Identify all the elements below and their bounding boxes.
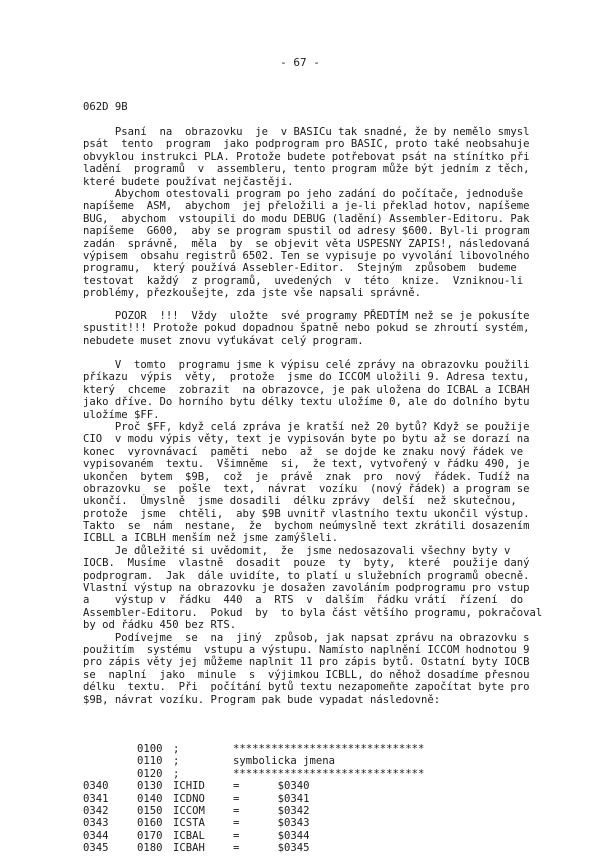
text-line: Assembler-Editoru. Pokud by to byla část většího programu, pokračoval <box>83 606 543 619</box>
text-line: V tomto programu jsme k výpisu celé zprávy na obrazovku použili <box>83 359 530 371</box>
listing-line-number: 0130 <box>137 780 163 793</box>
text-line: Vlastní výstup na obrazovku je dosažen zavoláním podprogramu pro vstup <box>83 582 530 595</box>
text-line: napíšeme G600, aby se program spustil od adresy $600. Byl-li program <box>83 225 530 238</box>
text-line: Je důležité si uvědomit, že jsme nedosazovali všechny byty v <box>83 544 511 557</box>
text-line: Proč $FF, když celá zpráva je kratší než 20 bytů? Když se použije <box>83 420 530 433</box>
text-line: který chceme zobrazit na obrazovce, je pak uložena do ICBAL a ICBAH <box>83 383 530 396</box>
listing-row <box>83 780 543 792</box>
text-line: POZOR !!! Vždy uložte své programy PŘEDTÍM než se je pokusíte <box>83 310 530 322</box>
listing-address: 0344 <box>83 829 109 842</box>
text-line: a výstup v řádku 440 a RTS v dalším řádku vrátí řízení do <box>83 594 524 607</box>
text-line: výpisem obsahu registrů 6502. Ten se vypisuje po vyvolání libovolného <box>83 249 530 262</box>
text-line: které budete používat nejčastěji. <box>83 175 294 188</box>
listing-row <box>83 793 543 805</box>
listing-operand: = $0341 <box>233 792 310 805</box>
text-line: ladění programů v assembleru, tento program může být jedním z těch, <box>83 163 530 176</box>
text-line: obrazovku se pošle text, návrat vozíku (nový řádek) a program se <box>83 482 530 495</box>
listing-operand: = $0345 <box>233 842 310 855</box>
listing-line-number: 0160 <box>137 817 163 830</box>
listing-row <box>83 817 543 829</box>
listing-address: 0340 <box>83 780 109 793</box>
listing-operand: = $0344 <box>233 829 310 842</box>
listing-label: ICSTA <box>173 817 205 830</box>
listing-operand: symbolicka jmena <box>233 755 336 768</box>
listing-label: ICHID <box>173 780 205 793</box>
listing-row <box>83 743 543 755</box>
text-line: $9B, návrat vozíku. Program pak bude vypadat následovně: <box>83 693 441 706</box>
text-line: testovat každý z programů, uvedených v této knize. Vzniknou-li <box>83 274 524 287</box>
text-line: délku textu. Při počítání bytů textu nezapomeňte započítat byte pro <box>83 681 530 694</box>
listing-label: ICBAH <box>173 842 205 855</box>
listing-label: ; <box>173 767 186 780</box>
listing-operand: = $0343 <box>233 817 310 830</box>
text-line: jako dříve. Do horního bytu délky textu uložíme 0, ale do dolního bytu <box>83 396 530 409</box>
text-line: Psaní na obrazovku je v BASICu tak snadné, že by nemělo smysl <box>83 126 530 138</box>
paragraph-program-explanation <box>83 359 543 706</box>
listing-operand: = $0340 <box>233 780 310 793</box>
text-line: nebudete muset znovu vyťukávat celý program. <box>83 334 364 347</box>
text-line: obvyklou instrukci PLA. Protože budete potřebovat psát na stínítko při <box>83 150 530 163</box>
listing-row <box>83 755 543 767</box>
listing-label: ; <box>173 743 186 755</box>
text-line: CIO v modu výpis věty, text je vypisován byte po bytu až se dorazí na <box>83 433 530 446</box>
listing-row <box>83 768 543 780</box>
listing-label: ICBAL <box>173 829 205 842</box>
text-line: ukončí. Úmyslně jsme dosadili délku zprávy delší než skutečnou, <box>83 495 517 508</box>
listing-label: ICDNO <box>173 792 205 805</box>
text-line: konec vyrovnávací paměti nebo až se dojde ke znaku nový řádek ve <box>83 445 524 458</box>
listing-label: ICCOM <box>173 804 205 817</box>
text-line: zadán správně, měla by se objevit věta USPESNY ZAPIS!, následovaná <box>83 237 530 250</box>
text-line: příkazu výpis věty, protože jsme do ICCOM uložili 9. Adresa textu, <box>83 371 530 384</box>
listing-address-header: 062D 9B <box>83 101 128 113</box>
listing-line-number: 0120 <box>137 767 163 780</box>
text-line: psát tento program jako podprogram pro BASIC, proto také neobsahuje <box>83 138 530 151</box>
listing-line-number: 0180 <box>137 842 163 855</box>
listing-line-number: 0170 <box>137 829 163 842</box>
listing-operand: ****************************** <box>233 743 425 755</box>
listing-line-number: 0150 <box>137 804 163 817</box>
text-line: ICBLL a ICBLH menším než jsme zamýšleli. <box>83 532 339 545</box>
listing-line-number: 0140 <box>137 792 163 805</box>
page-number: - 67 - <box>280 56 320 69</box>
text-line: podprogram. Jak dále uvidíte, to platí u služebních programů obecně. <box>83 569 530 582</box>
listing-row <box>83 842 543 854</box>
listing-line-number: 0110 <box>137 755 163 768</box>
text-line: uložíme $FF. <box>83 408 160 421</box>
listing-operand: = $0342 <box>233 804 310 817</box>
listing-label: ; <box>173 755 186 768</box>
text-line: IOCB. Musíme vlastně dosadit pouze ty byty, které použije daný <box>83 557 530 570</box>
text-line: Abychom otestovali program po jeho zadání do počítače, jednoduše <box>83 187 524 200</box>
paragraph-screen-output <box>83 126 539 299</box>
text-line: problémy, přezkoušejte, zda jste vše napsali správně. <box>83 287 422 300</box>
listing-row <box>83 830 543 842</box>
text-line: protože jsme chtěli, aby $9B uvnitř vlastního textu ukončil výstup. <box>83 507 530 520</box>
text-line: BUG, abychom vstoupili do modu DEBUG (ladění) Assembler-Editoru. Pak <box>83 212 530 225</box>
text-line: by od řádku 450 bez RTS. <box>83 619 237 632</box>
text-line: Takto se nám nestane, že bychom neúmyslně text zkrátili dosazením <box>83 520 530 533</box>
text-line: programu, který používá Assebler-Editor. Stejným způsobem budeme <box>83 262 517 275</box>
text-line: pro zápis věty jej můžeme naplnit 11 pro zápis bytů. Ostatní byty IOCB <box>83 656 530 669</box>
listing-line-number: 0100 <box>137 743 163 755</box>
listing-address: 0345 <box>83 842 109 855</box>
listing-address: 0343 <box>83 817 109 830</box>
listing-address: 0342 <box>83 804 109 817</box>
text-line: vypisovaném textu. Všimněme si, že text, vytvořený v řádku 490, je <box>83 458 530 471</box>
listing-row <box>83 805 543 817</box>
listing-address: 0341 <box>83 792 109 805</box>
assembly-listing <box>83 743 543 855</box>
paragraph-warning <box>83 310 539 347</box>
text-line: spustit!!! Protože pokud dopadnou špatně nebo pokud se zhroutí systém, <box>83 322 530 335</box>
text-line: ukončen bytem $9B, což je právě znak pro nový řádek. Tudíž na <box>83 470 530 483</box>
listing-operand: ****************************** <box>233 767 425 780</box>
text-line: se naplní jako minule s výjimkou ICBLL, do něhož dosadíme přesnou <box>83 668 530 681</box>
text-line: použitím systému vstupu a výstupu. Namísto naplnění ICCOM hodnotou 9 <box>83 643 530 656</box>
text-line: napíšeme ASM, abychom jej přeložili a je-li překlad hotov, napíšeme <box>83 200 530 213</box>
text-line: Podívejme se na jiný způsob, jak napsat zprávu na obrazovku s <box>83 631 530 644</box>
